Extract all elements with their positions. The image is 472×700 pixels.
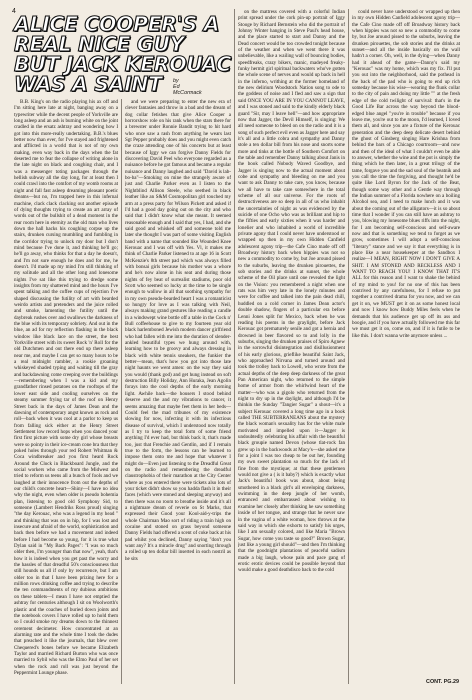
- column-2-text: and we were preparing to enter the new era of clever fantasies and throw in a bad and the dream of dog collar fetishes that give Alice Cooper a horrorshow role on his rank when the stars there for a brewster under Ronnie Bandit trying to hit hard who once saw a rash from anything he wears last Sgt Pepper probably does and you might even catch the craze attending one of his concerts but at least because of Iggy we can forgive Danny Fields for discovering David Peel who everyone regarded as a nuisance before he got famous and became a regular nuisance and Danny laughed and said "David is lab-bo-ba"—Smoking on mine the strangely aware of just and Charlie Parker even as I listen to the Nightblind Allison Steele, who seethed in black leather like an S&M Cosmopolitan girl touched my arm at a press party for Wilson Pickett and asked if I'd had a good day going out on the city and who said that I didn't know what she meant. It seemed reasonable enough and I said that yes, I had, and she said good and whisked off and someone told me later she thought I was part of some visiting English band with a name that sounded like Wounded Knee Kerouac and I was off with Yes. Vl, it makes me think of Charlie Parker listened to at age 16 in Scott McKenzie's 8th street pad which was always filled with bonsai girls because his mother was a whore and he's now alone in his seat and during those nights of fey beat of surrealist stadiums, poor old Scott who seemed so lucky at the time to be single enough to wallow in all that soothing sympathy for in my own pseudo-bearded heart I was a romanticist so hungry for love as I was talking with Neil, always making grand gestures like reading a candle in a windswept wine bottle off a table in the Cock n' Bull coffeehouse to give to my fourteen year old black harlemboned Jewish modern dancer girlfriend who had fallen with me into the duration of slender-ankled beautiful types we hung around with, learning how to be groovy and always dressing in black with white tennis sneakers, the funkier the better—mean, that's how you got into those late night haunts we went amen: on the way they said you would (thank god) and get hung instead on soft destruction Billy Holiday, Ann Huraka, Jean Agolin forays into the cool depths of the early morning light. Awhile back—the housers I stood behind deserve and the and my vibrations to cancer, it seems amazing that maybe feet them in her beds—Could feel the mad tribunes of my existence slowing for now, infecting it with its infectious disease of survival, which I understood now totally as I try to keep the total form of some friend anything I'd ever had, but think back it, that's made too, just that Frenchie and Gentlin, and if I remain true to the form, the lessons can be learned to impose them onto me and hope that whatever I might do—Even just listening to the Dreadful Great on the radio and remembering the dreadful claustrophobia of their marathon at the City Center where as you entered there were tickets also lots of your ticket didn't show so you hadda flash it in their faces (which were stoned and sleeping anyway) and then there was no room to breathe inside and it's all a nightmare dream of reverie on St Marks, that expressed their Good your Kool-aid-y-trips the whole Chairman Mao sort of riding a train high on cocaine and stoned on grass beyond someone Danny Fields had offered a scent of coke back at his pad whilst you declined, Danny saying "don't you want any? It's a miracle drug" and snorting through a rolled up ten dollar bill inserted in each nostril as he sits: [125, 99, 231, 562]
- column-divider: [234, 9, 235, 684]
- column-4-text: could never have understood or wrapped up then in my own Hidden Canfield adolescent agony trip—the Cafe Cino made off off Broadway history back when hippies was not so new a commodity to come by, but Joe around pissed to the suburbs, leaving the drunken pirouettes, the sob stories and the drinks at sunset—and all the inside basically on the wall hadn't a corner. Oh, well, in the dying—when Danny had it ahead of the game—Danny's said my "Kerouac" was my home, which was my fix. I'll put you out into the neighborhood, said the pothead in the back of the pad who is going to end up rich someday because his wise—wearing the flunk collar to the city of pain and doing my little "" at the fresh edge of the cold twilight of survival: that's in the Good Life Bar across the way beyond the blood-edged blue angel "you're in trouble" because if you leave me, you're out to the moon, I'd learned, I loved them all, and since you are a fixture of the Kerouac generation and the deep deep delicate desert behind the ghost of Ginsberg singing Hare Krishna from behind the bars of a Chicago courtroom—and now and then of the ideal of what I couldn't even be able to answer, whether the wine and the pot is simply the thing which he then later, in a great trilogy of the tame, forgave you and the sad soul of the beatnik and you call the time the forgiving, and thought he'd be quite like Lord Byron for the Jack of the Beat, though some way other and a Gentle way through the Indian summer of a Florida nowhere on a boiling Alcohol sea, and I need to make lunch and it was about the coming out of the alligators—it is so about time that I wonder if you can still have an ashtray to you, blowing my lonesome blues riffs into the night, for I am becoming self-conscious and self-aware now and that is something we tend to forget as we grow, sometimes I will adopt a self-conscious "literary" stance and we say it that everything is in place like a near housekeeper at the Sandbox I realize—I MEAN, RIGHT NOW I DON'T GIVE A SHIT. I AM STONED AND RECKLESS AND I WANT TO REACH YOU! I KNOW THAT IT'S ALL for this reason and I want to shake the behind of my mind to you! for no one of this has been contrived by any carefulness, for I refuse to put together a contrived drama for you now, and we can get it on, we MUST get it on as some honest local and now I know how Buddy Miles feels when he demands that his audience get up off its ass and boogie, and if you have actually followed me this far we must get it on, come on, and if it is futile to be like this. I don't wanna write anymore unless ...: [352, 9, 460, 339]
- column-1-text: B.B. King's on the radio playing his ax off and I'm sitting here late at night, banging away on a typewriter while the decent people of Yorkville are long asleep and an ash is burning white on the joint cradled in the ersatz ashtray and wondering how I got into this more-really undertaking. B.B.'s blues better now than ever, for I've stayed and frightened and afflicted in a world that is not of my own making, even way back in the days when the fat deserted me to fear the collapse of writing alone in the late night on black and coughing chair, and I was a messenger toting packages through the hellish subway all the day long, for at least then I could crawl into the comfort of my womb rooms at night and fall fast asleep dreaming pleasant poetic dreams—but no, I'm trapped here in this infernal machine, clack clack clacking out another episode of dying thoughts trying to create an art array of words out of the bullshit of a dead moment in the rear room here in eternity as the old man who lives down the hall hacks his coughing corpse up the stairs, drunken cursing mumbling and fumbling in the corridor trying to unlock my door but I don't mind because I've done it, and thinking he'll go; he'll go away, who thinks for that a day he doesn't, and I'm not sure enough he does and for me, he doesn't. I'd made up my mind I'm still thinking of my solitude and all the other long and lonesome nights I've sat like this trying to dredge some insights from my shattered mind and the hours I've spent talking and the coffee cups of rejection I've shaped discussing the futility of art with bearded weirdo artists and pretenders and the juice rolled and smoke, lamenting the futility until the daybreak rushes over and swallows the darkness of the blue with its temporary sobriety. And out in the blue, an ad for my reflection flashing in the black window like black lace on the street, the best Yorkville street with its sweet Rock 'n' Roll for the old Dutchmen and out there end up there asleep near me, and maybe I can get so many hours to be a real midnight rambler, a rookie groaning whiskeyed shaded typing and waiting till the gray and backdawning come creeping over the buildings—remembering when I was a kid and my grandfather rinsed potatoes on the rooftops of the lower east side and cooling ourselves on the steamy summer frying tar of the roof on Henry Street back in the days of James Dean and the dawning of contemporary angst known as rock and roll—back when it was cool at a parlor to keep us from falling sick either at the Henry Street Settlement low record hops when you danced your first first picture with some dry girl whose breasts were so pointy in their ice-cream cone bra that they poked holes through your red Robert Whitman & Coca windbreaker and you first heard Rock Around the Clock in Blackboard Jungle, and the social workers who came from the Midwest and tried to reform us teens all a bunch of fools and we laughed at their innocence from out the depths of our child's concrete heart—Shiny—I have no idea why the night, even when older is pseudo bohemia plan, listening to good old Symphony Sid, to someone (Lambert Hendriks Ross proud) singing "the day Kerouac, who was a legend in my head " and thinking that was on in hip, for I was lost and insecure and afraid of the world, sophistication and back then before we had a movement and indeed before I had become so young, for it is true what Dylan said in "My Back Pages": "I was so much older then, I'm younger than that now", yeah, that's how it is indeed when you get past the worry and the hassles of that dreadful 50's consciousness that still hounds us all if only by recurrence, but I am older too in that I have been prizing here for a million rows drinking coffee and trying to describe the ten commandments of my dubious ambitions on these tablets—I mean I have not emptied the ashtray for centuries although I sit on Woolworth's plastic and the coaches of buried down joints and the notebook covers I have rolled up to hold them so I could smoke my dreams down to the thinnest cerement decimeter. How concentrated at an alarming rate and the whole time I took the dudes that preached it like the journals, that blew over Chequered's bones before we became Elizabeth Taylor and married Richard Burton who was once married to Sybil who was the Elmo Paul of her set when the rock and roll was just beyond the Peppermint Lounge phase.: [14, 99, 118, 676]
- article-headline: ALICE COOPER'S A REAL NICE GUY BUT JACK KEROUAC WAS A SAINT: [14, 12, 232, 96]
- article-column-1: [14, 99, 118, 686]
- article-column-3: [238, 9, 345, 686]
- article-column-4: [352, 9, 460, 676]
- column-3-text: on the mattress covered with a colorful Indian print spread under the cork pin-up portrait of Iggy Stooge by Richard Bernstein who did the portrait of Johnny Winter hanging in Steve Paul's head house, and the place started to start and Danny and the Dead concert would be too crowded tonight because of the weather and when we went there it was unbelievable, like a wailing wall of bouncing bodies, speedfreaks, crazy bikers, manic, madeyed freaky-funky hermit girl spiritual backwaters who've gotten the whole scene of nerves and would up back in hell in the inferno, writhing at the former homeland of the new delirium Woodstock Nation song to ode to the goddess of noise and I fled and saw a sign that said ONCE YOU ARE IN YOU CANNOT LEAVE, and I was stoned and said to the kindly elderly black guard "Sir, may I leave hell"—and how appropriate now that Jagger, the Devil Himself, is singing: We all need someone to bleed on on the radio and it is a song of such perfect evil even as Jagger here and say it's all and a little cobra and sympathy and Danny stole a ten dollar bill from his nose and snorts some more and tinks at the bottle of Southern Comfort on the table and remember Danny talking about Janis in the book called Nobody Waved Goodbye, and Jagger is singing now to the actual moment about cobe and sympathy and bleeding on me and you want to ask Danny to take care, you know, because we all have to take care somewhere in the total scheme of all our universe. For the roots of destructiveness are so deep in all of us who inhabit the uncertainties of night as was evidenced by the suicide of one Ocho who was as brilliant and hip to the fifties and early sixties when it was harder and lonelier and who inhabited a world of incredible private agony that I could never have understood or wrapped up then in my own Hidden Canfield adolescent agony trip—the Cafe Cino made off off Broadway history back when hippies was not so new a commodity to come by, but Joe around pissed to the suburbs, leaving the drunken pirouettes, the sob stories and the drinks at sunset, the whole scheme of the Oil place until one revealed the light on the Vision: you remembered a night when one rats was him very late in the lonely minutes and were for coffee and talked into the pain dead chill, huddled on a cold corner in James Dean actor's double shadow, fingers of a particular era before Lenni Jones split for Mexico, back when he was reading his poems in the graylight, before Jack Kerouac got prematurely senile and got a hernia and drowned in beer flavored so to and lolly in the suburbs, singing the drunken praises of Spiro Agnew in the sorrowful disintegration and disillusionment of his early glorious, grieflike beautiful Saint Jack, who approached Nirvana and turned around and took the trolley back to Lowell, who wrote from the actual depths of the deep deep darkness of the great Pan American night, who returned to the simple home of armor from the whirlwind heart of the matter—who was a gigolo who returned from the night to dry up in the daylight, and although I'd be thinkin the Sunday "Tangier Sugar" a shout—it's a subject Kerouac covered a long time ago in a book called THE SUBTERRANEANS about the mystery the black woman's sexuality has for the white male motivated and impelled upon it—Jagger is undoubtedly celebrating his affair with the beautiful black groupie named Devon (whose tlat-rock fan grew up in the backwoods at Macy's—she asked me for a joint I was too cheap to be out her, founding my own sweet plantation so much for the lack of fine from the mystique; at that these gentlemen would not give a ( is it baby?) which is exactly what Jack's beautiful book was about, about being smothered in a black girl's all enveloping darkness, swimming in the deep jungle of her womb, entranced and embarrassed about wishing to examine her closely after thinking he saw something inside of her tongue, and strange that he never saw in the vagina of a white woman, how throws at the said way in which she exhorts to satisfy his urges, like I am sexually colored, and like Maria "Brown Sugar, how come you taste so good?" Brown Sugar, just like a young girl should"—and then I'm thinking that the goodnight plantations of peaceful sadism made a big laugh, whose pain and pace gang of erotic erotic devices could be possible beyond that would make a good deathdisco back to the cold: [238, 9, 345, 574]
- byline-by: by: [173, 78, 179, 84]
- page-number: 4: [12, 8, 16, 15]
- byline-surname: McCormack: [173, 90, 202, 97]
- byline-name: Ed: [173, 84, 180, 91]
- byline: [173, 78, 227, 97]
- column-divider: [121, 99, 122, 684]
- article-column-2: [125, 99, 231, 686]
- column-divider: [348, 9, 349, 684]
- continued-notice: CONT. PG.29: [426, 679, 459, 685]
